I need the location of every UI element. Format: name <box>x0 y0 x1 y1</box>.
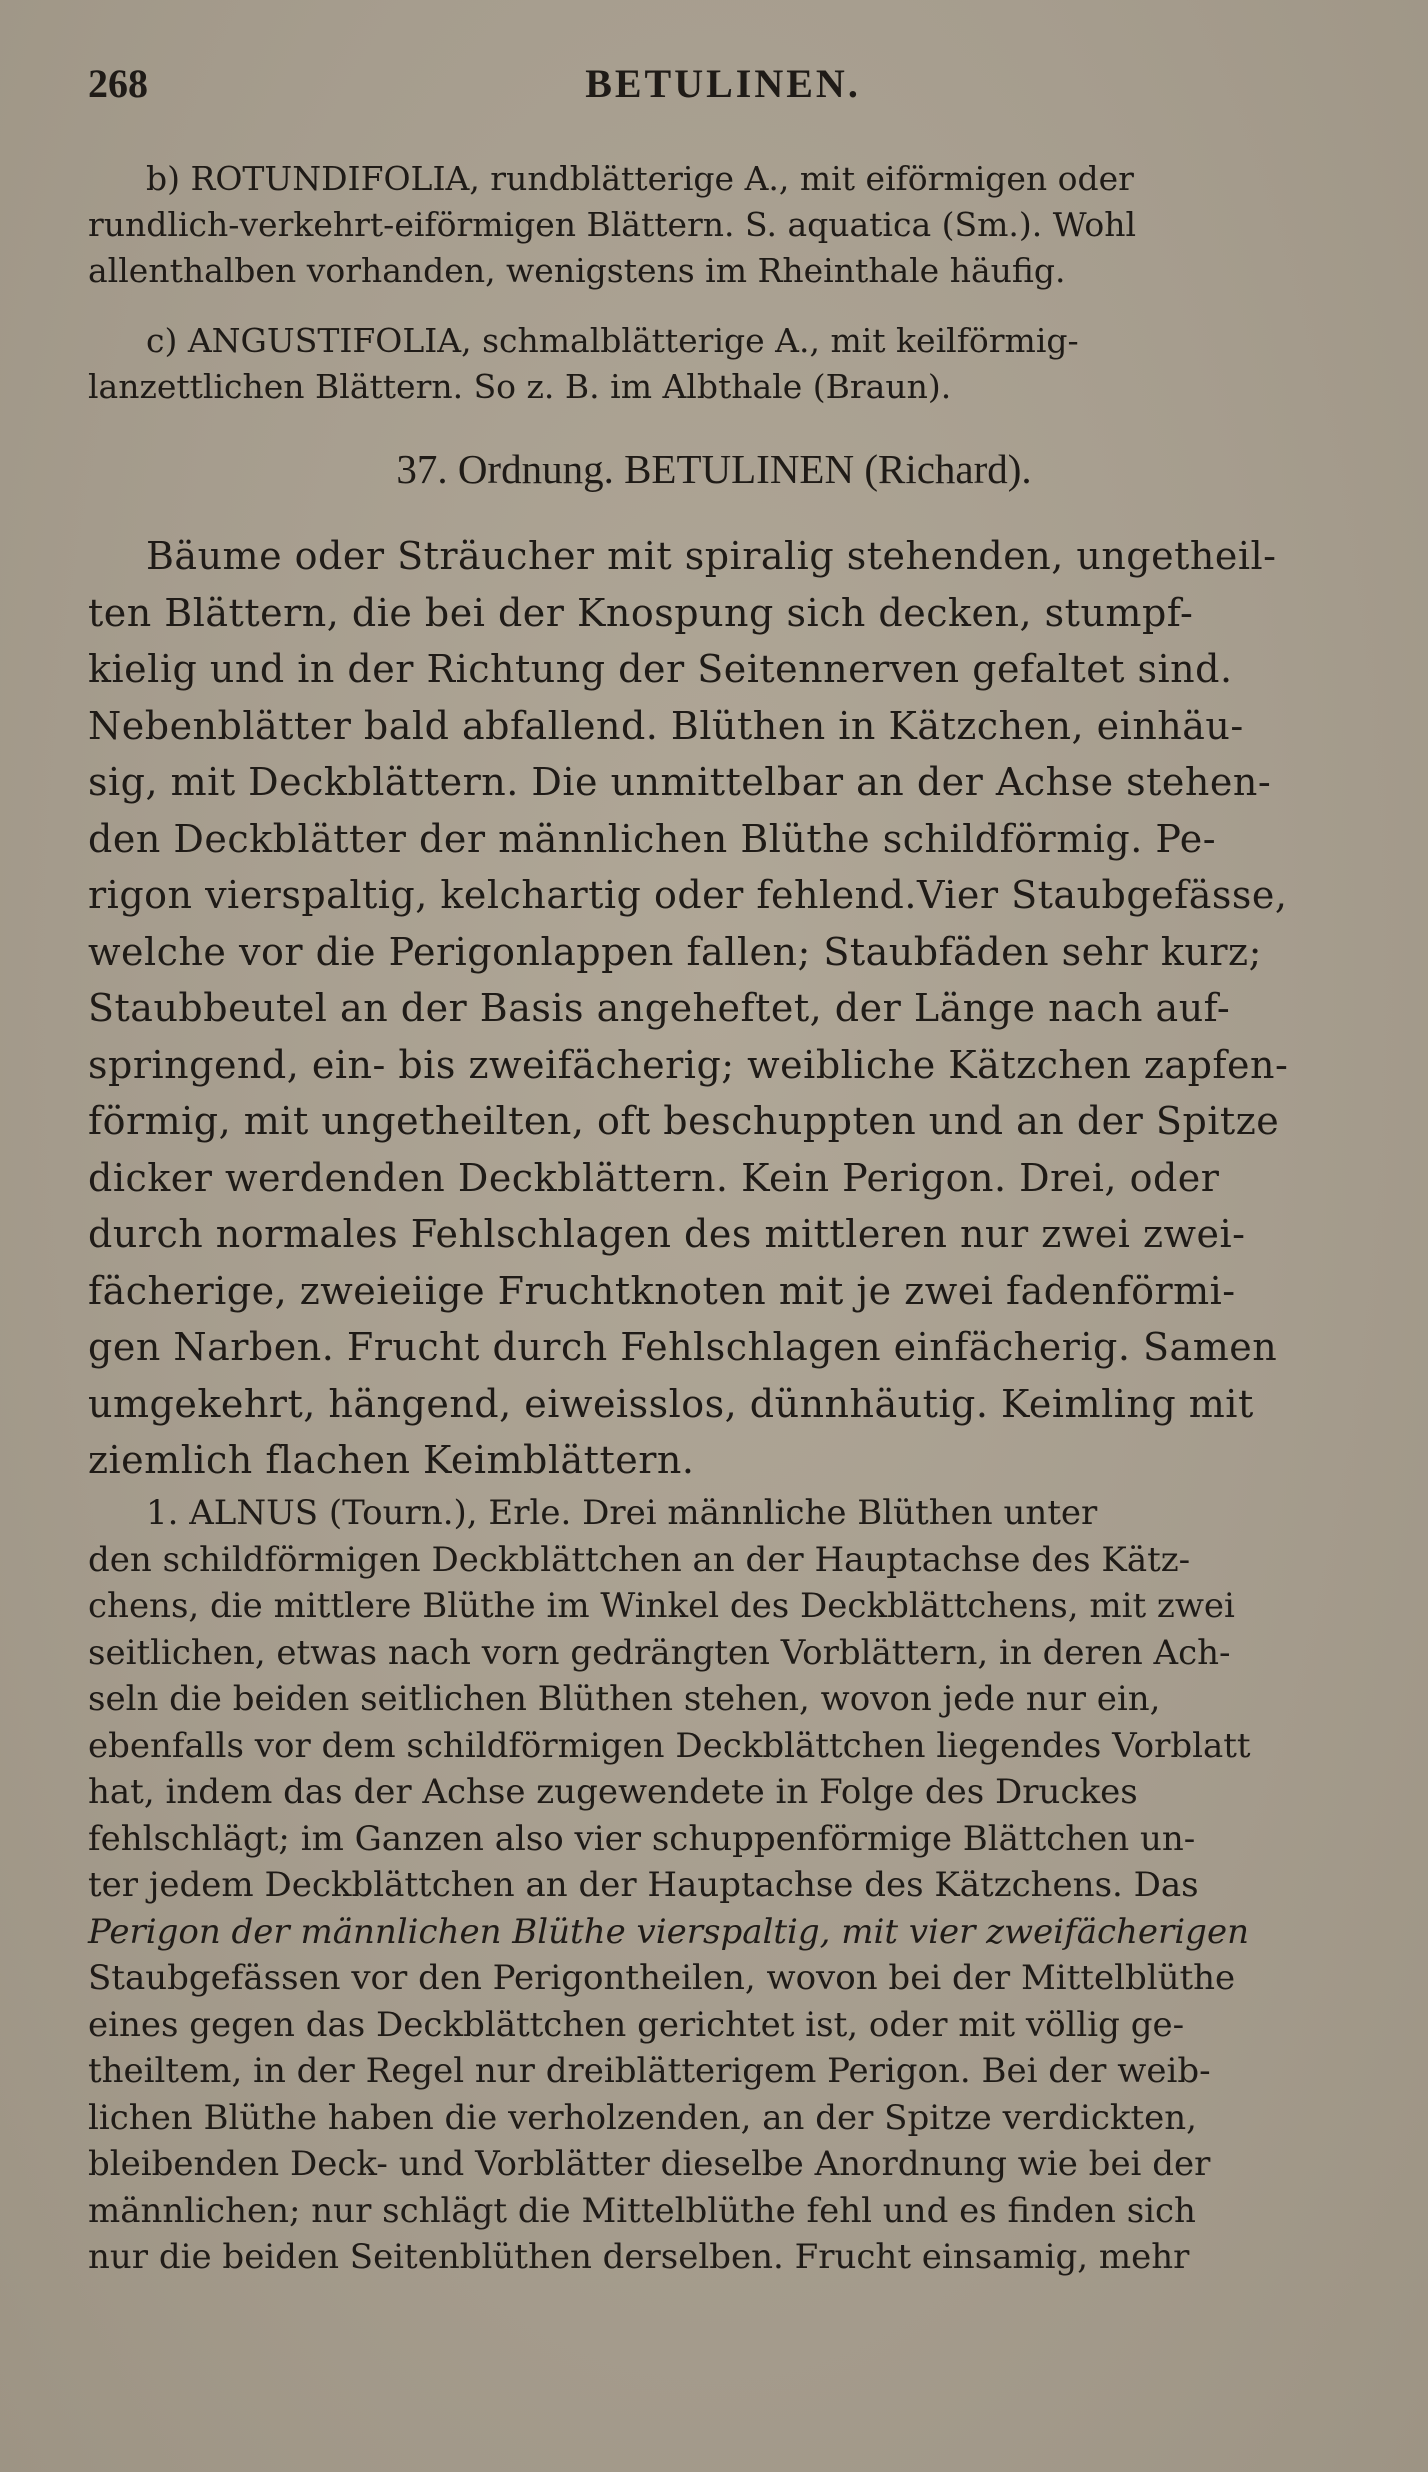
text-line: fehlschlägt; im Ganzen also vier schuppenförmige Blättchen un- <box>88 1818 1196 1859</box>
text-line: allenthalben vorhanden, wenigstens im Rheinthale häufig. <box>88 251 1066 290</box>
text-line: ter jedem Deckblättchen an der Hauptachse des Kätzchens. Das <box>88 1865 1199 1905</box>
running-head: BETULINEN. <box>585 61 861 106</box>
order-description <box>88 528 1340 1489</box>
text-line: eines gegen das Deckblättchen gerichtet ist, oder mit völlig ge- <box>88 2004 1185 2045</box>
text-line: förmig, mit ungetheilten, oft beschuppten und an der Spitze <box>88 1099 1280 1143</box>
page-header <box>88 52 1358 122</box>
text-line: hat, indem das der Achse zugewendete in Folge des Druckes <box>88 1772 1138 1812</box>
text-line: bleibenden Deck- und Vorblätter dieselbe Anordnung wie bei der <box>88 2144 1211 2184</box>
text-line: umgekehrt, hängend, eiweisslos, dünnhäutig. Keimling mit <box>88 1381 1254 1426</box>
text-line: lichen Blüthe haben die verholzenden, an der Spitze verdickten, <box>88 2097 1197 2138</box>
variety-b-paragraph <box>88 156 1340 294</box>
text-line: Nebenblätter bald abfallend. Blüthen in Kätzchen, einhäu- <box>88 703 1244 748</box>
text-line: seln die beiden seitlichen Blüthen stehen, wovon jede nur ein, <box>88 1679 1161 1719</box>
text-line: ten Blättern, die bei der Knospung sich decken, stumpf- <box>88 590 1194 635</box>
text-line: Staubgefässen vor den Perigontheilen, wovon bei der Mittelblüthe <box>88 1958 1236 1998</box>
text-line: theiltem, in der Regel nur dreiblätterigem Perigon. Bei der weib- <box>88 2051 1211 2091</box>
text-line: gen Narben. Frucht durch Fehlschlagen einfächerig. Samen <box>88 1325 1278 1369</box>
text-line: ziemlich flachen Keimblättern. <box>88 1438 695 1482</box>
text-line: welche vor die Perigonlappen fallen; Staubfäden sehr kurz; <box>88 929 1262 974</box>
text-line: Perigon der männlichen Blüthe vierspaltig, mit vier zweifächerigen <box>88 1911 1249 1952</box>
text-line: Staubbeutel an der Basis angeheftet, der Länge nach auf- <box>88 986 1231 1030</box>
text-line: fächerige, zweieiige Fruchtknoten mit je zwei fadenförmi- <box>88 1268 1236 1313</box>
text-line: den schildförmigen Deckblättchen an der Hauptachse des Kätz- <box>88 1539 1191 1580</box>
genus-alnus-paragraph <box>88 1490 1340 2281</box>
text-line: durch normales Fehlschlagen des mittleren nur zwei zwei- <box>88 1212 1246 1256</box>
order-heading: 37. Ordnung. BETULINEN (Richard). <box>396 446 1032 492</box>
text-line: rigon vierspaltig, kelchartig oder fehlend.Vier Staubgefässe, <box>88 873 1288 917</box>
text-line: 1. ALNUS (Tourn.), Erle. Drei männliche Blüthen unter <box>146 1493 1098 1533</box>
text-line: den Deckblätter der männlichen Blüthe schildförmig. Pe- <box>88 816 1217 861</box>
text-line: chens, die mittlere Blüthe im Winkel des Deckblättchens, mit zwei <box>88 1586 1235 1626</box>
text-line: seitlichen, etwas nach vorn gedrängten Vorblättern, in deren Ach- <box>88 1632 1231 1673</box>
text-line: springend, ein- bis zweifächerig; weibliche Kätzchen zapfen- <box>88 1042 1289 1087</box>
text-line: sig, mit Deckblättern. Die unmittelbar an der Achse stehen- <box>88 760 1272 804</box>
text-line: b) ROTUNDIFOLIA, rundblätterige A., mit eiförmigen oder <box>146 159 1134 198</box>
text-line: kielig und in der Richtung der Seitennerven gefaltet sind. <box>88 647 1233 691</box>
text-line: ebenfalls vor dem schildförmigen Deckblättchen liegendes Vorblatt <box>88 1725 1251 1766</box>
text-line: nur die beiden Seitenblüthen derselben. Frucht einsamig, mehr <box>88 2237 1190 2277</box>
variety-c-paragraph <box>88 318 1340 410</box>
text-line: dicker werdenden Deckblättern. Kein Perigon. Drei, oder <box>88 1155 1220 1200</box>
text-line: Bäume oder Sträucher mit spiralig stehenden, ungetheil- <box>146 534 1277 578</box>
text-line: lanzettlichen Blättern. So z. B. im Albthale (Braun). <box>88 367 952 406</box>
page-number: 268 <box>88 61 148 106</box>
text-line: c) ANGUSTIFOLIA, schmalblätterige A., mit keilförmig- <box>146 321 1079 360</box>
text-line: rundlich-verkehrt-eiförmigen Blättern. S. aquatica (Sm.). Wohl <box>88 205 1137 244</box>
text-line: männlichen; nur schlägt die Mittelblüthe fehl und es finden sich <box>88 2190 1196 2231</box>
